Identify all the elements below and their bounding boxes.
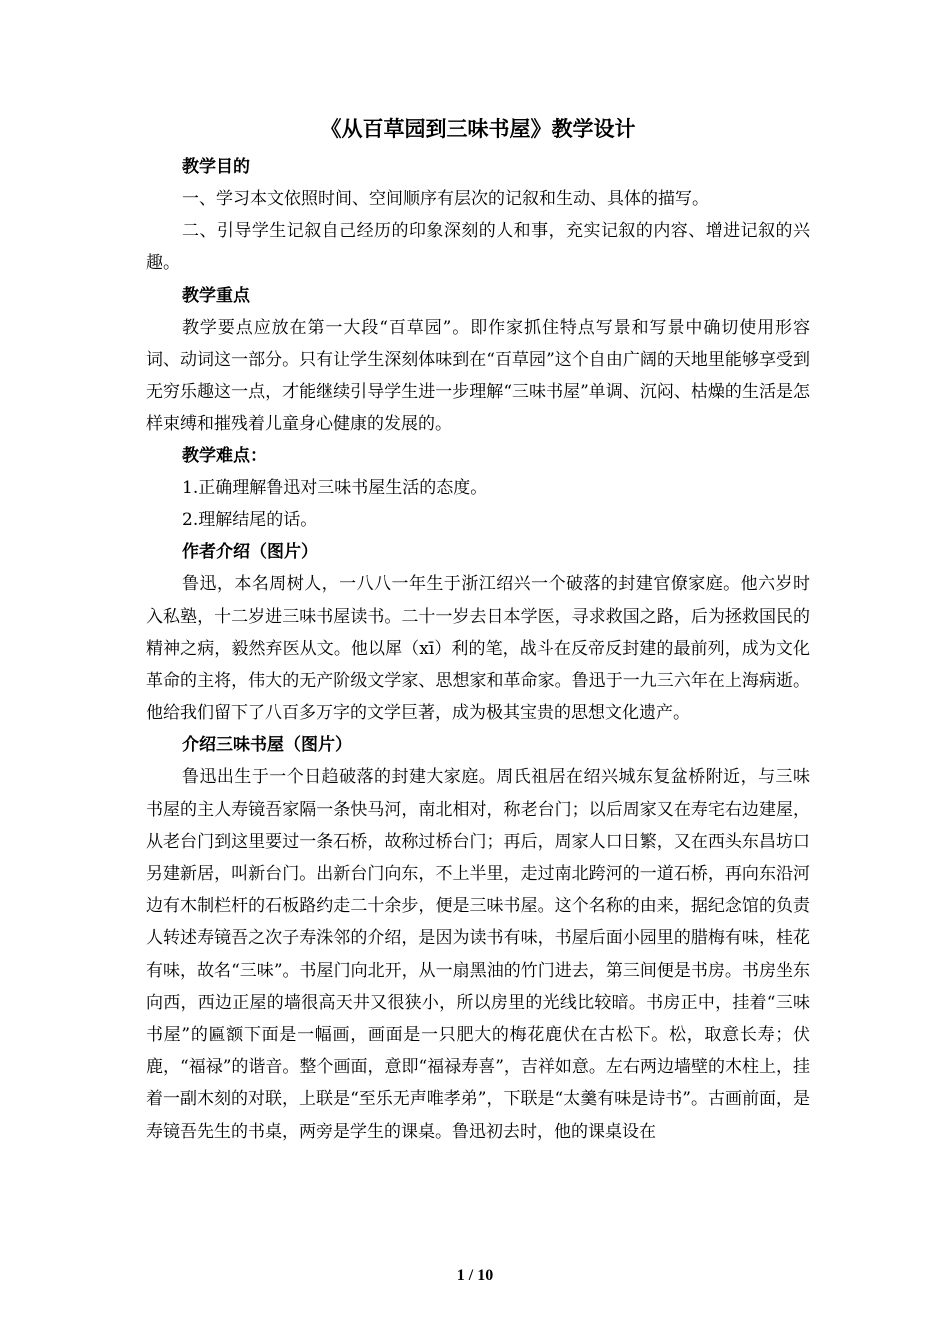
objective-2: 二、引导学生记叙自己经历的印象深刻的人和事，充实记叙的内容、增进记叙的兴趣。 — [146, 221, 810, 274]
page-number: 1 / 10 — [456, 1267, 494, 1284]
heading-objectives: 教学目的 — [182, 157, 250, 177]
objective-1: 一、学习本文依照时间、空间顺序有层次的记叙和生动、具体的描写。 — [182, 189, 709, 209]
document-title: 《从百草园到三味书屋》教学设计 — [320, 116, 636, 141]
heading-author: 作者介绍（图片） — [182, 542, 318, 563]
document-body — [146, 113, 810, 1148]
heading-school: 介绍三味书屋（图片） — [182, 735, 352, 756]
difficulty-1: 1.正确理解鲁迅对三味书屋生活的态度。 — [182, 478, 488, 499]
heading-difficulties: 教学难点： — [182, 446, 267, 467]
school-paragraph: 鲁迅出生于一个日趋破落的封建大家庭。周氏祖居在绍兴城东复盆桥附近，与三味书屋的主人寿镜吾家隔一条快马河，南北相对，称老台门；以后周家又在寿宅右边建屋，从老台门到这里要过一条石桥，故称过桥台门；再后，周家人口日繁，又在西头东昌坊口另建新居，叫新台门。出新台门向东，不上半里，走过南北跨河的一道石桥，再向东沿河边有木制栏杆的石板路约走二十余步，便是三味书屋。这个名称的由来，据纪念馆的负责人转述寿镜吾之次子寿洙邻的介绍，是因为读书有味，书屋后面小园里的腊梅有味，桂花有味，故名“三味”。书屋门向北开，从一扇黑油的竹门进去，第三间便是书房。书房坐东向西，西边正屋的墙很高天井又很狭小，所以房里的光线比较暗。书房正中，挂着“三味书屋”的匾额下面是一幅画，画面是一只肥大的梅花鹿伏在古松下。松，取意长寿；伏鹿，“福禄”的谐音。整个画面，意即“福禄寿喜”，吉祥如意。左右两边墙壁的木柱上，挂着一副木刻的对联，上联是“至乐无声唯孝弟”，下联是“太羹有味是诗书”。古画前面，是寿镜吾先生的书桌，两旁是学生的课桌。鲁迅初去时，他的课桌设在 — [146, 767, 810, 1142]
heading-key-points: 教学重点 — [182, 285, 250, 306]
author-paragraph: 鲁迅，本名周树人，一八八一年生于浙江绍兴一个破落的封建官僚家庭。他六岁时入私塾，十二岁进三味书屋读书。二十一岁去日本学医，寻求救国之路，后为拯救国民的精神之病，毅然弃医从文。他以犀（xī）利的笔，战斗在反帝反封建的最前列，成为文化革命的主将，伟大的无产阶级文学家、思想家和革命家。鲁迅于一九三六年在上海病逝。他给我们留下了八百多万字的文学巨著，成为极其宝贵的思想文化遗产。 — [146, 574, 810, 724]
difficulty-2: 2.理解结尾的话。 — [182, 510, 318, 531]
key-points-paragraph: 教学要点应放在第一大段“百草园”。即作家抓住特点写景和写景中确切使用形容词、动词这一部分。只有让学生深刻体味到在“百草园”这个自由广阔的天地里能够享受到无穷乐趣这一点，才能继续引导学生进一步理解“三味书屋”单调、沉闷、枯燥的生活是怎样束缚和摧残着儿童身心健康的发展的。 — [146, 317, 810, 435]
